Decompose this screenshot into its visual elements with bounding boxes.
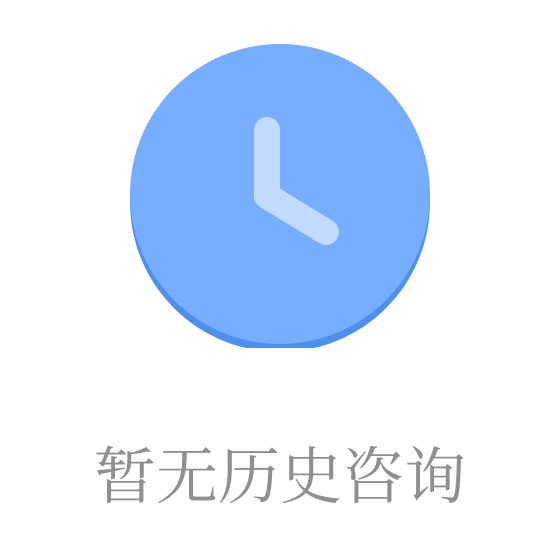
clock-icon	[128, 44, 432, 348]
empty-history-message: 暂无历史咨询	[93, 440, 466, 513]
